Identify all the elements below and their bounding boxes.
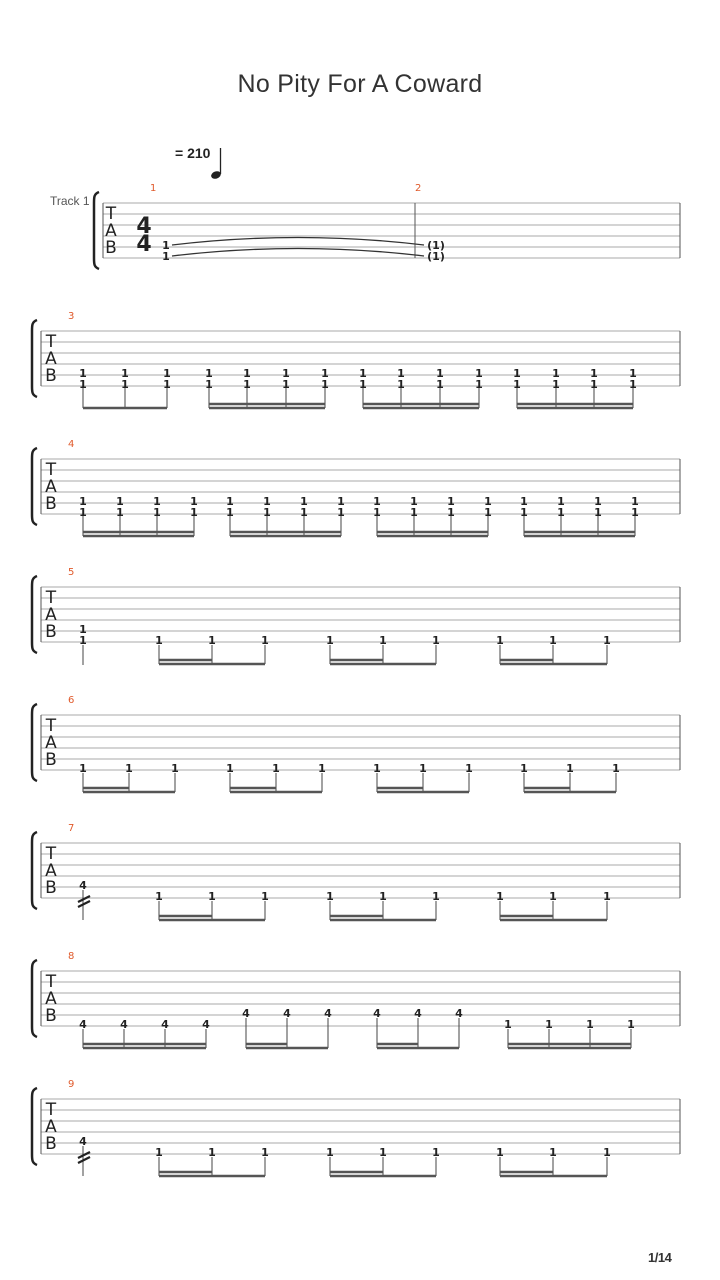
- tab-clef-letter: T: [45, 332, 57, 352]
- fret-number: 1: [208, 890, 216, 903]
- fret-number: 1: [432, 1146, 440, 1159]
- fret-number: (1): [427, 250, 445, 263]
- system-bracket: [32, 960, 37, 1037]
- fret-number: 1: [263, 495, 271, 508]
- staff-system-9: [32, 1088, 680, 1165]
- fret-number: 1: [205, 367, 213, 380]
- fret-number: 1: [373, 506, 381, 519]
- fret-number: 1: [359, 367, 367, 380]
- fret-number: 1: [300, 506, 308, 519]
- measure-number: 5: [68, 567, 75, 578]
- fret-number: 1: [419, 762, 427, 775]
- fret-number: 1: [116, 506, 124, 519]
- tab-clef-letter: A: [45, 861, 57, 881]
- fret-number: 1: [79, 506, 87, 519]
- tab-clef-letter: B: [45, 878, 57, 898]
- fret-number: 1: [226, 495, 234, 508]
- fret-number: 1: [261, 890, 269, 903]
- fret-number: 4: [242, 1007, 250, 1020]
- fret-number: 1: [153, 495, 161, 508]
- tab-clef-letter: T: [45, 972, 57, 992]
- measure-number: 7: [68, 823, 75, 834]
- fret-number: 1: [549, 634, 557, 647]
- fret-number: 4: [373, 1007, 381, 1020]
- fret-number: 1: [520, 495, 528, 508]
- fret-number: 1: [153, 506, 161, 519]
- fret-number: 4: [79, 879, 87, 892]
- fret-number: 4: [120, 1018, 128, 1031]
- fret-number: 4: [455, 1007, 463, 1020]
- fret-number: 1: [549, 890, 557, 903]
- fret-number: 1: [208, 1146, 216, 1159]
- measure-number: 1: [150, 183, 157, 194]
- fret-number: 1: [79, 367, 87, 380]
- fret-number: 1: [397, 367, 405, 380]
- fret-number: 1: [436, 367, 444, 380]
- fret-number: 1: [282, 378, 290, 391]
- tab-clef-letter: T: [45, 460, 57, 480]
- fret-number: 1: [121, 367, 129, 380]
- fret-number: 1: [475, 378, 483, 391]
- fret-number: 1: [410, 506, 418, 519]
- fret-number: 1: [590, 378, 598, 391]
- fret-number: 1: [243, 367, 251, 380]
- fret-number: 1: [603, 634, 611, 647]
- fret-number: 1: [116, 495, 124, 508]
- fret-number: 1: [475, 367, 483, 380]
- time-signature-bottom: 4: [136, 232, 152, 257]
- fret-number: 1: [557, 495, 565, 508]
- fret-number: 1: [79, 378, 87, 391]
- tab-clef-letter: B: [45, 750, 57, 770]
- fret-number: 1: [432, 634, 440, 647]
- fret-number: 1: [243, 378, 251, 391]
- fret-number: 1: [465, 762, 473, 775]
- fret-number: 1: [631, 506, 639, 519]
- tab-clef-letter: A: [45, 1117, 57, 1137]
- tab-clef-letter: B: [105, 238, 117, 258]
- fret-number: 1: [520, 506, 528, 519]
- fret-number: 1: [629, 378, 637, 391]
- staff-system-5: [32, 576, 680, 653]
- fret-number: 1: [484, 495, 492, 508]
- fret-number: 1: [321, 367, 329, 380]
- tab-clef-letter: T: [45, 844, 57, 864]
- fret-number: 1: [261, 634, 269, 647]
- fret-number: 1: [318, 762, 326, 775]
- fret-number: 1: [190, 506, 198, 519]
- page-number: 1/14: [648, 1250, 672, 1265]
- fret-number: 1: [484, 506, 492, 519]
- measure-number: 6: [68, 695, 75, 706]
- fret-number: 1: [590, 367, 598, 380]
- fret-number: 1: [226, 762, 234, 775]
- fret-number: 1: [549, 1146, 557, 1159]
- track-label: Track 1: [50, 194, 90, 208]
- fret-number: 1: [373, 762, 381, 775]
- fret-number: 1: [603, 1146, 611, 1159]
- fret-number: 4: [324, 1007, 332, 1020]
- tab-clef-letter: A: [45, 733, 57, 753]
- fret-number: 1: [496, 1146, 504, 1159]
- fret-number: 1: [121, 378, 129, 391]
- system-bracket: [32, 448, 37, 525]
- fret-number: 1: [594, 506, 602, 519]
- staff-system-4: [32, 448, 680, 525]
- fret-number: 1: [79, 623, 87, 636]
- staff-system-1: [94, 192, 680, 269]
- fret-number: 1: [208, 634, 216, 647]
- fret-number: 1: [359, 378, 367, 391]
- fret-number: 1: [261, 1146, 269, 1159]
- fret-number: 1: [155, 1146, 163, 1159]
- fret-number: 1: [79, 762, 87, 775]
- fret-number: 1: [410, 495, 418, 508]
- fret-number: 1: [631, 495, 639, 508]
- system-bracket: [94, 192, 99, 269]
- fret-number: 1: [447, 495, 455, 508]
- tab-clef-letter: B: [45, 1006, 57, 1026]
- fret-number: 1: [326, 634, 334, 647]
- fret-number: 1: [373, 495, 381, 508]
- fret-number: 1: [520, 762, 528, 775]
- tab-clef-letter: T: [45, 1100, 57, 1120]
- fret-number: 4: [414, 1007, 422, 1020]
- fret-number: 1: [432, 890, 440, 903]
- fret-number: 1: [163, 378, 171, 391]
- tab-clef-letter: A: [45, 989, 57, 1009]
- fret-number: 1: [496, 634, 504, 647]
- fret-number: 1: [272, 762, 280, 775]
- tab-clef-letter: A: [105, 221, 117, 241]
- fret-number: 4: [79, 1135, 87, 1148]
- fret-number: 1: [513, 378, 521, 391]
- measure-number: 9: [68, 1079, 75, 1090]
- fret-number: 1: [337, 506, 345, 519]
- tie-arc: [172, 249, 424, 257]
- fret-number: 4: [79, 1018, 87, 1031]
- measure-number: 4: [68, 439, 75, 450]
- system-bracket: [32, 832, 37, 909]
- fret-number: 1: [545, 1018, 553, 1031]
- staff-system-3: [32, 320, 680, 397]
- time-signature-top: 4: [136, 214, 152, 239]
- tab-clef-letter: A: [45, 605, 57, 625]
- fret-number: 1: [566, 762, 574, 775]
- tab-clef-letter: T: [105, 204, 117, 224]
- fret-number: 1: [326, 890, 334, 903]
- fret-number: 1: [79, 495, 87, 508]
- tab-clef-letter: B: [45, 366, 57, 386]
- fret-number: 1: [379, 1146, 387, 1159]
- fret-number: 1: [162, 250, 170, 263]
- tab-clef-letter: A: [45, 349, 57, 369]
- fret-number: 1: [125, 762, 133, 775]
- fret-number: 1: [162, 239, 170, 252]
- fret-number: 1: [629, 367, 637, 380]
- measure-number: 8: [68, 951, 75, 962]
- fret-number: 1: [496, 890, 504, 903]
- fret-number: 1: [612, 762, 620, 775]
- staff-system-7: [32, 832, 680, 909]
- tab-clef-letter: T: [45, 716, 57, 736]
- fret-number: 1: [379, 890, 387, 903]
- fret-number: 1: [397, 378, 405, 391]
- system-bracket: [32, 320, 37, 397]
- tab-clef-letter: T: [45, 588, 57, 608]
- fret-number: 1: [594, 495, 602, 508]
- fret-number: 1: [190, 495, 198, 508]
- fret-number: 1: [552, 367, 560, 380]
- measure-number: 2: [415, 183, 422, 194]
- fret-number: 1: [603, 890, 611, 903]
- tab-clef-letter: B: [45, 1134, 57, 1154]
- tab-clef-letter: B: [45, 622, 57, 642]
- fret-number: 4: [202, 1018, 210, 1031]
- staff-system-8: [32, 960, 680, 1037]
- fret-number: 1: [155, 634, 163, 647]
- fret-number: 1: [282, 367, 290, 380]
- system-bracket: [32, 576, 37, 653]
- fret-number: 1: [163, 367, 171, 380]
- fret-number: 1: [627, 1018, 635, 1031]
- fret-number: 1: [557, 506, 565, 519]
- fret-number: 1: [171, 762, 179, 775]
- fret-number: 1: [205, 378, 213, 391]
- tab-clef-letter: A: [45, 477, 57, 497]
- fret-number: 1: [263, 506, 271, 519]
- fret-number: 1: [436, 378, 444, 391]
- system-bracket: [32, 1088, 37, 1165]
- fret-number: 1: [326, 1146, 334, 1159]
- fret-number: 1: [513, 367, 521, 380]
- tempo-marking: = 210: [175, 145, 211, 161]
- fret-number: 1: [79, 634, 87, 647]
- fret-number: 1: [300, 495, 308, 508]
- fret-number: 1: [321, 378, 329, 391]
- tab-clef-letter: B: [45, 494, 57, 514]
- fret-number: (1): [427, 239, 445, 252]
- fret-number: 1: [379, 634, 387, 647]
- system-bracket: [32, 704, 37, 781]
- score-title: No Pity For A Coward: [237, 70, 483, 98]
- fret-number: 4: [283, 1007, 291, 1020]
- fret-number: 1: [337, 495, 345, 508]
- fret-number: 1: [552, 378, 560, 391]
- fret-number: 1: [226, 506, 234, 519]
- tie-arc: [172, 238, 424, 246]
- fret-number: 1: [447, 506, 455, 519]
- fret-number: 1: [155, 890, 163, 903]
- fret-number: 4: [161, 1018, 169, 1031]
- measure-number: 3: [68, 311, 75, 322]
- fret-number: 1: [504, 1018, 512, 1031]
- fret-number: 1: [586, 1018, 594, 1031]
